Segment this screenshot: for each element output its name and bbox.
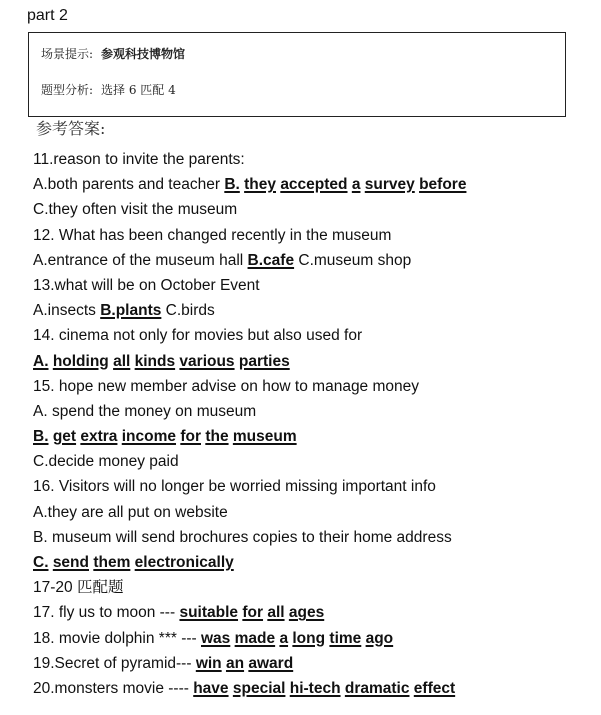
answer-text: 16. Visitors will no longer be worried missing important info [33,478,436,496]
answer-line [33,349,593,374]
answer-keyword: award [248,654,294,672]
answer-line [33,600,593,625]
answer-keyword: B.cafe [247,251,295,269]
answer-keyword: a [351,176,361,194]
answer-keyword: kinds [134,352,176,370]
answer-keyword: holding [52,352,109,370]
answer-keyword: the [205,428,229,446]
answer-keyword: a [279,629,289,647]
scene-hint-value: 参观科技博物馆 [101,47,186,61]
answer-keyword: effect [413,679,456,697]
answer-keyword: dramatic [344,679,410,697]
answer-keyword: was [201,629,231,647]
answer-line [33,424,593,449]
scene-info-box [28,32,566,117]
answer-text: 15. hope new member advise on how to manage money [33,377,420,395]
answer-text: 12. What has been changed recently in the museum [33,226,392,244]
answer-text: C.birds [161,302,215,320]
answer-keyword: have [193,679,229,697]
answer-text: A.insects [33,302,101,320]
answer-line [33,298,593,323]
answer-text: 18. movie dolphin *** --- [33,629,201,647]
answer-line [33,474,593,499]
answer-keyword: C. [33,554,49,571]
answer-line [33,273,593,298]
answer-keyword: they [244,176,276,194]
answer-text: A.both parents and teacher [33,176,225,194]
answer-keyword: B.plants [100,302,162,320]
answer-text: A.they are all put on website [33,503,228,521]
answer-keyword: electronically [134,554,234,571]
answer-text: B. museum will send brochures copies to their home address [33,528,452,546]
question-type-value: 选择 6 匹配 4 [101,83,176,97]
question-type-label: 题型分析: [41,83,94,97]
answer-keyword: long [292,629,326,647]
answer-text: 20.monsters movie ---- [33,679,194,697]
answer-keyword: them [93,554,131,571]
answer-keyword: hi-tech [289,679,341,697]
answer-keyword: B. [33,428,49,446]
answer-keyword: for [242,604,264,622]
answer-keyword: B. [224,176,240,194]
answer-text: 17. fly us to moon --- [33,604,180,622]
answer-text: C.decide money paid [33,453,179,471]
answer-keyword: send [52,554,89,571]
answer-text: 匹配题 [76,578,124,597]
answer-text: 17-20 [33,579,77,597]
answer-text: 19.Secret of pyramid--- [33,654,196,672]
answer-text: 11.reason to invite the parents: [33,151,245,168]
answer-keyword: win [195,654,222,672]
answer-line [33,197,593,222]
answer-keyword: special [232,679,286,697]
answer-keyword: extra [80,428,118,446]
question-type-row [41,82,176,98]
answer-keyword: various [179,352,235,370]
answer-keyword: income [121,428,177,446]
answer-keyword: all [113,352,131,370]
answer-keyword: museum [232,428,297,446]
answer-keyword: ages [288,604,325,622]
answer-keyword: all [267,604,285,622]
part-title: part 2 [27,7,68,24]
answer-keyword: accepted [280,176,348,194]
scene-hint-label: 场景提示: [41,47,94,61]
answer-line [33,575,593,600]
answer-line [33,651,593,676]
answer-keyword: made [234,629,276,647]
answer-text: C.museum shop [294,251,412,269]
answer-line [33,500,593,525]
answer-line [33,550,593,575]
answer-line [33,147,593,172]
answer-keyword: time [329,629,362,647]
scene-hint-row [41,46,185,62]
answer-line [33,525,593,550]
answer-keyword: for [180,428,201,446]
answer-line [33,399,593,424]
answer-keyword: suitable [179,604,239,622]
answer-text: C.they often visit the museum [33,201,238,219]
answer-lines [33,147,593,701]
answer-keyword: an [225,654,245,672]
answer-line [33,449,593,474]
answer-line [33,172,593,197]
answer-line [33,676,593,701]
answer-line [33,323,593,348]
answer-keyword: get [52,428,77,446]
answers-title: 参考答案: [36,119,106,138]
answer-keyword: survey [364,176,415,194]
answer-line [33,626,593,651]
answer-keyword: parties [238,352,290,370]
answer-line [33,223,593,248]
answer-keyword: ago [365,629,394,647]
answer-text: 14. cinema not only for movies but also used for [33,327,363,345]
answer-line [33,248,593,273]
answer-text: A. spend the money on museum [33,402,257,420]
answer-keyword: A. [33,352,49,370]
answer-text: 13.what will be on October Event [33,276,260,294]
answer-line [33,374,593,399]
answer-keyword: before [419,176,467,194]
answer-text: A.entrance of the museum hall [33,251,248,269]
